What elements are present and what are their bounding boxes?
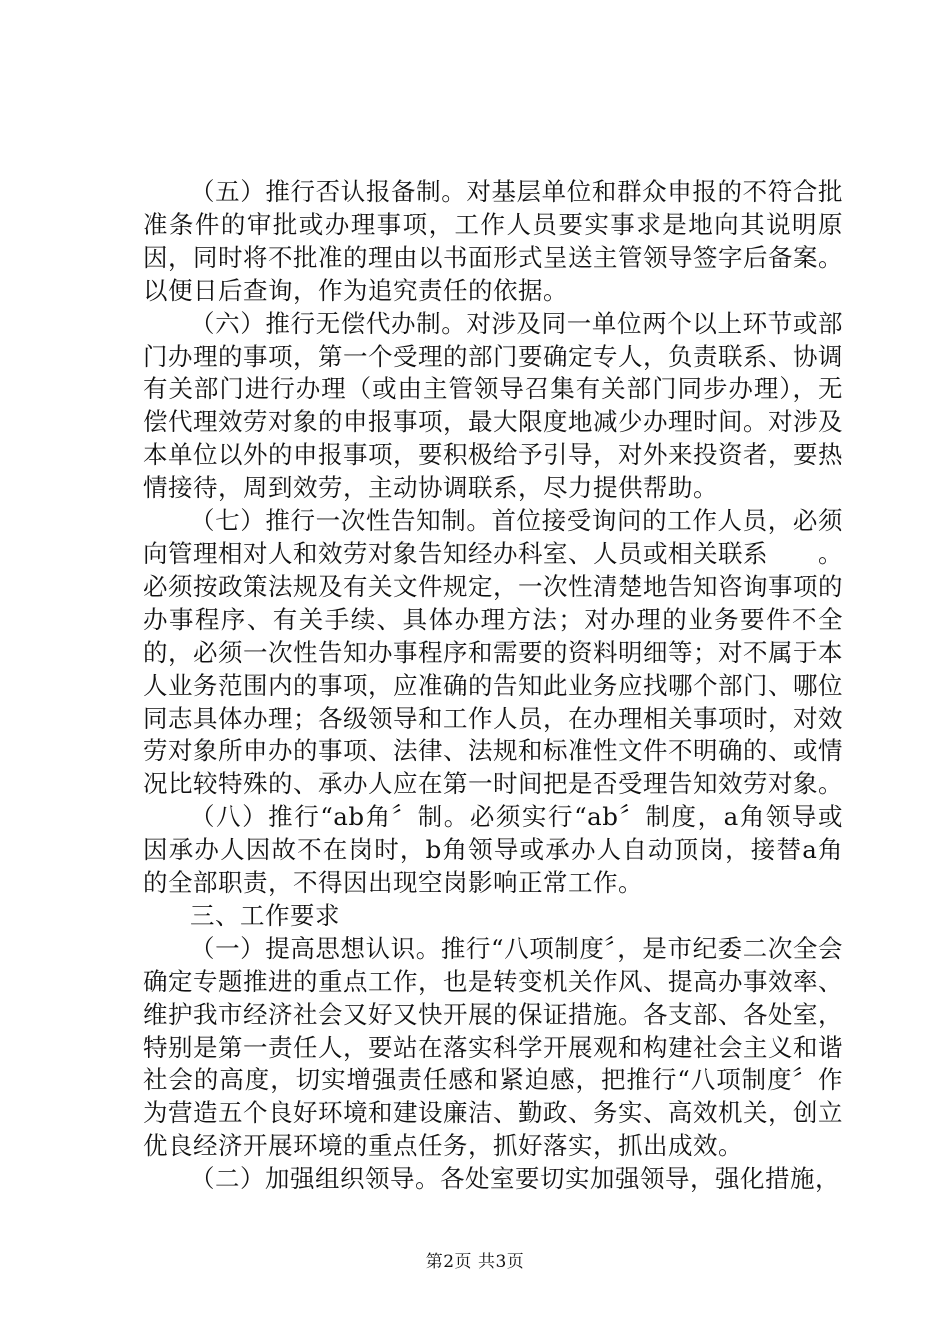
paragraph-fouren-baobei: （五）推行否认报备制。对基层单位和群众申报的不符合批准条件的审批或办理事项，工作人员要实事求是地向其说明原因，同时将不批准的理由以书面形式呈送主管领导签字后备案。以便日后查询，作为追究责任的依据。 xyxy=(143,177,843,305)
paragraph-jiaqiang-zuzhi: （二）加强组织领导。各处室要切实加强领导，强化措施， xyxy=(190,1164,840,1194)
paragraph-tigao-sixiang: （一）提高思想认识。推行“八项制度〞，是市纪委二次全会确定专题推进的重点工作，也是转变机关作风、提高办事效率、维护我市经济社会又好又快开展的保证措施。各支部、各处室，特别是第一责任人，要站在落实科学开展观和构建社会主义和谐社会的高度，切实增强责任感和紧迫感，把推行“八项制度〞作为营造五个良好环境和建设廉洁、勤政、务实、高效机关，创立优良经济开展环境的重点任务，抓好落实，抓出成效。 xyxy=(143,933,843,1161)
paragraph-ab-jiao: （八）推行“ab角〞制。必须实行“ab〞制度，a角领导或因承办人因故不在岗时，b角领导或承办人自动顶岗，接替a角的全部职责，不得因出现空岗影响正常工作。 xyxy=(143,802,843,898)
paragraph-wuchang-daiban: （六）推行无偿代办制。对涉及同一单位两个以上环节或部门办理的事项，第一个受理的部门要确定专人，负责联系、协调有关部门进行办理（或由主管领导召集有关部门同步办理），无偿代理效劳对象的申报事项，最大限度地减少办理时间。对涉及本单位以外的申报事项，要积极给予引导，对外来投资者，要热情接待，周到效劳，主动协调联系，尽力提供帮助。 xyxy=(143,308,843,503)
page-footer: 第2页 共3页 xyxy=(425,1252,525,1272)
paragraph-yicixing-gaozhi: （七）推行一次性告知制。首位接受询问的工作人员，必须向管理相对人和效劳对象告知经办科室、人员或相关联系 。必须按政策法规及有关文件规定，一次性清楚地告知咨询事项的办事程序、有关手续、具体办理方法；对办理的业务要件不全的，必须一次性告知办事程序和需要的资料明细等；对不属于本人业务范围内的事项，应准确的告知此业务应找哪个部门、哪位同志具体办理；各级领导和工作人员，在办理相关事项时，对效劳对象所申办的事项、法律、法规和标准性文件不明确的、或情况比较特殊的、承办人应在第一时间把是否受理告知效劳对象。 xyxy=(143,506,843,799)
document-body xyxy=(143,176,843,1196)
section-heading-work-requirements: 三、工作要求 xyxy=(190,900,340,930)
